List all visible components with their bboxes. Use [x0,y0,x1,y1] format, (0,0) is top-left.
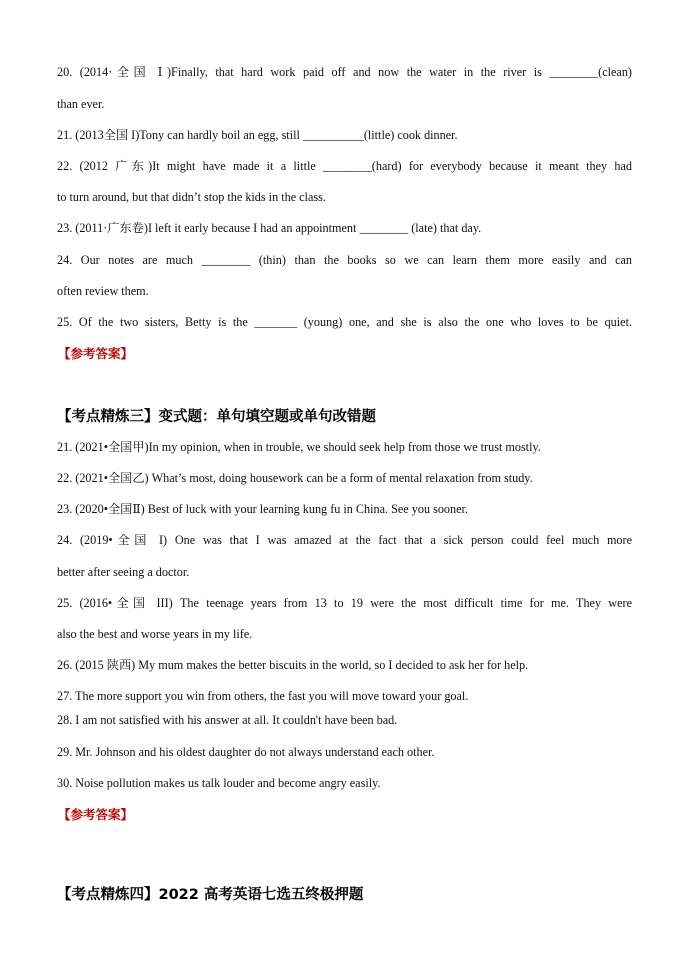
question-line: 22. (2021•全国乙) What’s most, doing housework can be a form of mental relaxation from study. [57,471,533,485]
answer-label: 【参考答案】 [58,346,134,361]
question-line: 21. (2021•全国甲)In my opinion, when in trouble, we should seek help from those we trust mostly. [57,440,541,454]
question-line: 29. Mr. Johnson and his oldest daughter do not always understand each other. [57,745,435,759]
section-heading: 【考点精炼三】变式题：单句填空题或单句改错题 [57,409,376,425]
question-line: also the best and worse years in my life. [57,627,253,641]
question-line: 26. (2015 陕西) My mum makes the better biscuits in the world, so I decided to ask her for help. [57,658,529,672]
answer-label: 【参考答案】 [58,807,134,822]
question-line: 30. Noise pollution makes us talk louder and become angry easily. [57,776,381,790]
question-line: 25. (2016•全国 III) The teenage years from 13 to 19 were the most difficult time for me. They were [57,596,632,610]
question-line: often review them. [57,284,149,298]
question-line: to turn around, but that didn’t stop the kids in the class. [57,190,326,204]
question-line: better after seeing a doctor. [57,565,190,579]
question-line: 21. (2013全国 I)Tony can hardly boil an egg, still __________(little) cook dinner. [57,128,458,142]
question-line: 22. (2012 广东)It might have made it a little ________(hard) for everybody because it meant they had [57,159,632,173]
question-line: 24. (2019•全国 I) One was that I was amazed at the fact that a sick person could feel much more [57,533,632,547]
question-line: than ever. [57,97,105,111]
question-line: 27. The more support you win from others, the fast you will move toward your goal. [57,689,469,703]
question-line: 20. (2014·全国 Ⅰ)Finally, that hard work paid off and now the water in the river is ________(clean) [57,65,632,79]
question-line: 23. (2011·广东卷)I left it early because I had an appointment ________ (late) that day. [57,221,482,235]
question-line: 25. Of the two sisters, Betty is the _______ (young) one, and she is also the one who loves to be quiet. [57,315,632,329]
question-line: 28. I am not satisfied with his answer at all. It couldn't have been bad. [57,713,398,727]
question-line: 23. (2020•全国Ⅱ) Best of luck with your learning kung fu in China. See you sooner. [57,502,468,516]
question-line: 24. Our notes are much ________ (thin) than the books so we can learn them more easily and can [57,253,632,267]
section-heading: 【考点精炼四】2022 高考英语七选五终极押题 [57,887,364,903]
